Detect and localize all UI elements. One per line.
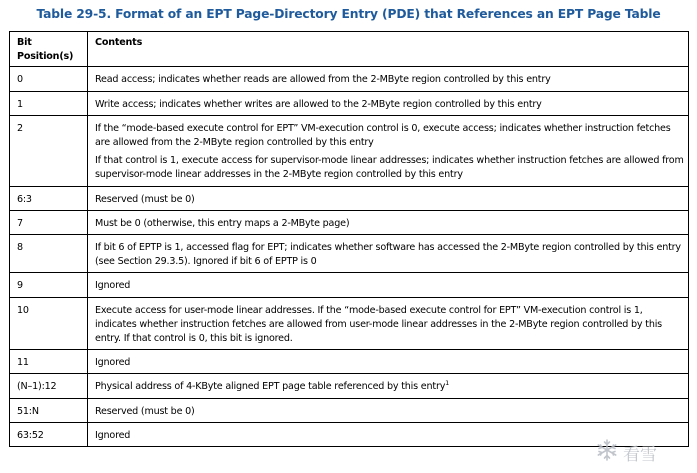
table-row <box>10 422 689 446</box>
footnote-marker: 1 <box>445 379 450 388</box>
bit-position-cell: 2 <box>10 115 88 186</box>
bit-position-cell: 10 <box>10 297 88 350</box>
contents-paragraph <box>95 193 684 207</box>
header-bit-positions: Bit Position(s) <box>10 32 88 67</box>
table-header-row <box>10 32 689 67</box>
contents-cell <box>88 186 689 210</box>
watermark-text: 看雪 <box>623 444 657 465</box>
pde-format-table <box>9 31 689 447</box>
bit-position-cell: 8 <box>10 235 88 273</box>
table-row <box>10 350 689 374</box>
table-row <box>10 273 689 297</box>
table-row <box>10 374 689 398</box>
contents-text: If the “mode-based execute control for EPT” VM-execution control is 0, execute access; indicates whether instruction fetches are allowed from the 2-MByte region controlled by this entry <box>95 122 671 149</box>
contents-text: Ignored <box>95 280 131 292</box>
bit-position-cell: 6:3 <box>10 186 88 210</box>
contents-text: Execute access for user-mode linear addresses. If the “mode-based execute control for EPT” VM-execution control is 1, indicates whether instruction fetches are allowed from user-mode linear addresses in the 2-MByte region controlled by this entry. If that control is 0, this bit is ignored. <box>95 304 662 345</box>
contents-cell <box>88 398 689 422</box>
contents-cell <box>88 210 689 234</box>
table-row <box>10 398 689 422</box>
contents-paragraph <box>95 380 684 394</box>
bit-position-cell: 0 <box>10 67 88 91</box>
contents-cell <box>88 273 689 297</box>
bit-position-cell: 11 <box>10 350 88 374</box>
contents-cell <box>88 350 689 374</box>
table-row <box>10 210 689 234</box>
contents-cell <box>88 67 689 91</box>
contents-cell <box>88 297 689 350</box>
contents-text: Read access; indicates whether reads are allowed from the 2-MByte region controlled by this entry <box>95 74 551 86</box>
table-title: Table 29-5. Format of an EPT Page-Directory Entry (PDE) that References an EPT Page Table <box>36 7 661 21</box>
table-row <box>10 67 689 91</box>
contents-cell <box>88 91 689 115</box>
contents-text: Reserved (must be 0) <box>95 405 195 417</box>
contents-text: If that control is 1, execute access for supervisor-mode linear addresses; indicates whether instruction fetches are allowed from supervisor-mode linear addresses in the 2-MByte region controlled by this entry <box>95 155 684 181</box>
contents-paragraph <box>95 356 684 370</box>
header-contents: Contents <box>88 32 689 67</box>
bit-position-cell: 51:N <box>10 398 88 422</box>
bit-position-cell: 9 <box>10 273 88 297</box>
contents-text: If bit 6 of EPTP is 1, accessed flag for EPT; indicates whether software has accessed the 2-MByte region controlled by this entry (see Section 29.3.5). Ignored if bit 6 of EPTP is 0 <box>95 242 681 268</box>
contents-text: Must be 0 (otherwise, this entry maps a 2-MByte page) <box>95 217 350 229</box>
table-row <box>10 186 689 210</box>
snowflake-icon <box>595 438 619 467</box>
contents-cell <box>88 115 689 186</box>
contents-paragraph <box>95 405 684 419</box>
contents-paragraph <box>95 122 684 150</box>
contents-text: Physical address of 4-KByte aligned EPT page table referenced by this entry <box>95 381 446 393</box>
contents-paragraph <box>95 217 684 231</box>
contents-text: Reserved (must be 0) <box>95 193 195 205</box>
contents-cell <box>88 235 689 273</box>
contents-text: Ignored <box>95 357 131 369</box>
contents-paragraph <box>95 98 684 112</box>
contents-paragraph <box>95 279 684 293</box>
bit-position-cell: 63:52 <box>10 422 88 446</box>
contents-paragraph <box>95 73 684 87</box>
watermark <box>595 439 687 465</box>
contents-paragraph <box>95 154 684 182</box>
bit-position-cell: 7 <box>10 210 88 234</box>
table-row <box>10 91 689 115</box>
contents-text: Ignored <box>95 429 131 441</box>
table-row <box>10 235 689 273</box>
table-row <box>10 115 689 186</box>
contents-paragraph <box>95 304 684 347</box>
contents-cell <box>88 374 689 398</box>
bit-position-cell: 1 <box>10 91 88 115</box>
contents-text: Write access; indicates whether writes are allowed to the 2-MByte region controlled by this entry <box>95 98 542 110</box>
table-row <box>10 297 689 350</box>
contents-paragraph <box>95 241 684 269</box>
bit-position-cell: (N–1):12 <box>10 374 88 398</box>
